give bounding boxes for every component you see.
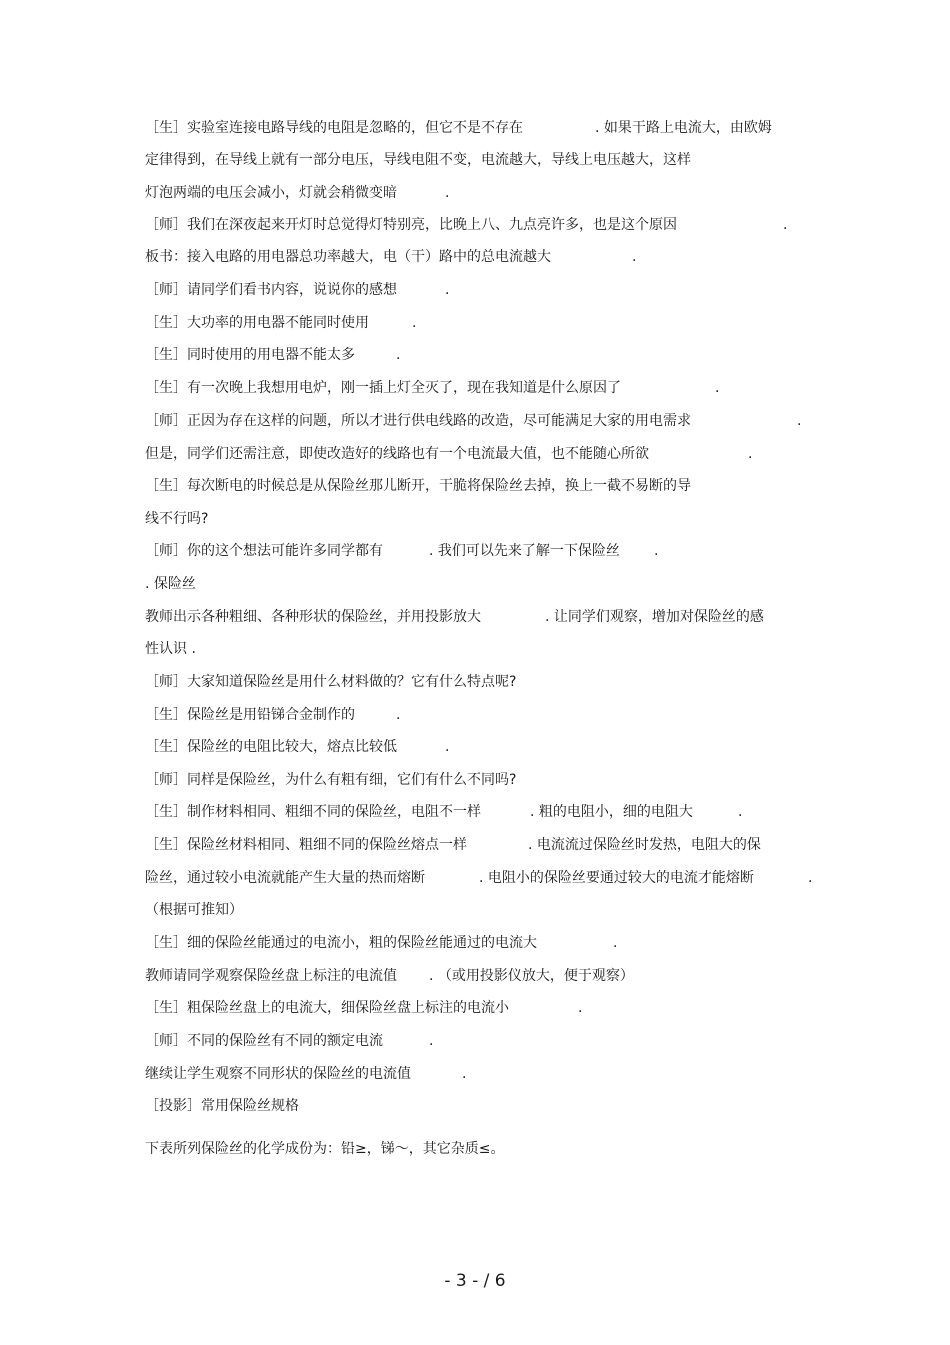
text-segment: . bbox=[396, 707, 401, 723]
text-segment: 教师请同学观察保险丝盘上标注的电流值 bbox=[145, 968, 397, 984]
text-segment: ［生］保险丝的电阻比较大，熔点比较低 bbox=[145, 739, 397, 755]
text-segment: ［生］每次断电的时候总是从保险丝那儿断开，干脆将保险丝去掉，换上一截不易断的导 bbox=[145, 478, 691, 494]
text-segment: . bbox=[578, 1000, 583, 1016]
text-segment: 线不行吗? bbox=[145, 511, 209, 527]
text-segment: ［投影］常用保险丝规格 bbox=[145, 1098, 299, 1114]
text-segment: 定律得到，在导线上就有一部分电压，导线电阻不变，电流越大，导线上电压越大，这样 bbox=[145, 152, 691, 168]
text-segment: ［师］不同的保险丝有不同的额定电流 bbox=[145, 1033, 383, 1049]
text-segment: ［生］实验室连接电路导线的电阻是忽略的，但它不是不存在 bbox=[145, 120, 523, 136]
text-segment: . bbox=[632, 249, 637, 265]
text-segment: ［生］保险丝是用铅锑合金制作的 bbox=[145, 707, 355, 723]
text-segment: ［生］大功率的用电器不能同时使用 bbox=[145, 315, 369, 331]
text-segment: . bbox=[445, 739, 450, 755]
text-segment: ［师］同样是保险丝，为什么有粗有细，它们有什么不同吗? bbox=[145, 772, 517, 788]
text-segment: 灯泡两端的电压会减小，灯就会稍微变暗 bbox=[145, 185, 397, 201]
text-segment: . bbox=[445, 282, 450, 298]
text-segment: 但是，同学们还需注意，即使改造好的线路也有一个电流最大值，也不能随心所欲 bbox=[145, 446, 649, 462]
text-segment: 下表所列保险丝的化学成份为：铅≥，锑～，其它杂质≤。 bbox=[145, 1141, 505, 1157]
text-segment: . bbox=[462, 1066, 467, 1082]
text-segment: . 我们可以先来了解一下保险丝 bbox=[429, 543, 620, 559]
text-segment: 教师出示各种粗细、各种形状的保险丝，并用投影放大 bbox=[145, 609, 481, 625]
text-segment: （根据可推知） bbox=[145, 902, 243, 918]
text-segment: 继续让学生观察不同形状的保险丝的电流值 bbox=[145, 1066, 411, 1082]
text-segment: ［生］细的保险丝能通过的电流小，粗的保险丝能通过的电流大 bbox=[145, 935, 537, 951]
text-segment: . bbox=[412, 315, 417, 331]
text-segment: . bbox=[738, 804, 743, 820]
text-segment: . 电阻小的保险丝要通过较大的电流才能熔断 bbox=[479, 870, 754, 886]
text-segment: . bbox=[783, 217, 788, 233]
text-segment: ［生］有一次晚上我想用电炉，刚一插上灯全灭了，现在我知道是什么原因了 bbox=[145, 380, 621, 396]
text-segment: . bbox=[396, 347, 401, 363]
text-segment: ［生］制作材料相同、粗细不同的保险丝，电阻不一样 bbox=[145, 804, 481, 820]
text-segment: . bbox=[613, 935, 618, 951]
text-segment: ［生］保险丝材料相同、粗细不同的保险丝熔点一样 bbox=[145, 837, 467, 853]
text-segment: ［师］你的这个想法可能许多同学都有 bbox=[145, 543, 383, 559]
text-segment: . bbox=[808, 870, 813, 886]
text-segment: ［生］粗保险丝盘上的电流大，细保险丝盘上标注的电流小 bbox=[145, 1000, 509, 1016]
text-segment: ［生］同时使用的用电器不能太多 bbox=[145, 347, 355, 363]
text-segment: 性认识 . bbox=[145, 641, 196, 657]
text-segment: . bbox=[445, 185, 450, 201]
text-segment: . bbox=[654, 543, 659, 559]
text-segment: . bbox=[429, 1033, 434, 1049]
text-segment: ［师］请同学们看书内容，说说你的感想 bbox=[145, 282, 397, 298]
text-segment: . 如果干路上电流大，由欧姆 bbox=[595, 120, 772, 136]
text-segment: . （或用投影仪放大，便于观察） bbox=[429, 968, 634, 984]
text-segment: ［师］我们在深夜起来开灯时总觉得灯特别亮，比晚上八、九点亮许多，也是这个原因 bbox=[145, 217, 677, 233]
text-segment: ［师］正因为存在这样的问题，所以才进行供电线路的改造，尽可能满足大家的用电需求 bbox=[145, 413, 691, 429]
text-segment: 险丝，通过较小电流就能产生大量的热而熔断 bbox=[145, 870, 425, 886]
page-number: - 3 - / 6 bbox=[444, 1271, 506, 1291]
text-segment: . bbox=[748, 446, 753, 462]
text-segment: . 保险丝 bbox=[145, 576, 196, 592]
text-segment: . bbox=[797, 413, 802, 429]
text-segment: 板书：接入电路的用电器总功率越大，电（干）路中的总电流越大 bbox=[145, 249, 551, 265]
text-segment: . 电流流过保险丝时发热，电阻大的保 bbox=[528, 837, 761, 853]
text-segment: ［师］大家知道保险丝是用什么材料做的？它有什么特点呢? bbox=[145, 674, 517, 690]
text-segment: . 粗的电阻小，细的电阻大 bbox=[530, 804, 693, 820]
text-segment: . 让同学们观察，增加对保险丝的感 bbox=[545, 609, 764, 625]
text-segment: . bbox=[715, 380, 720, 396]
